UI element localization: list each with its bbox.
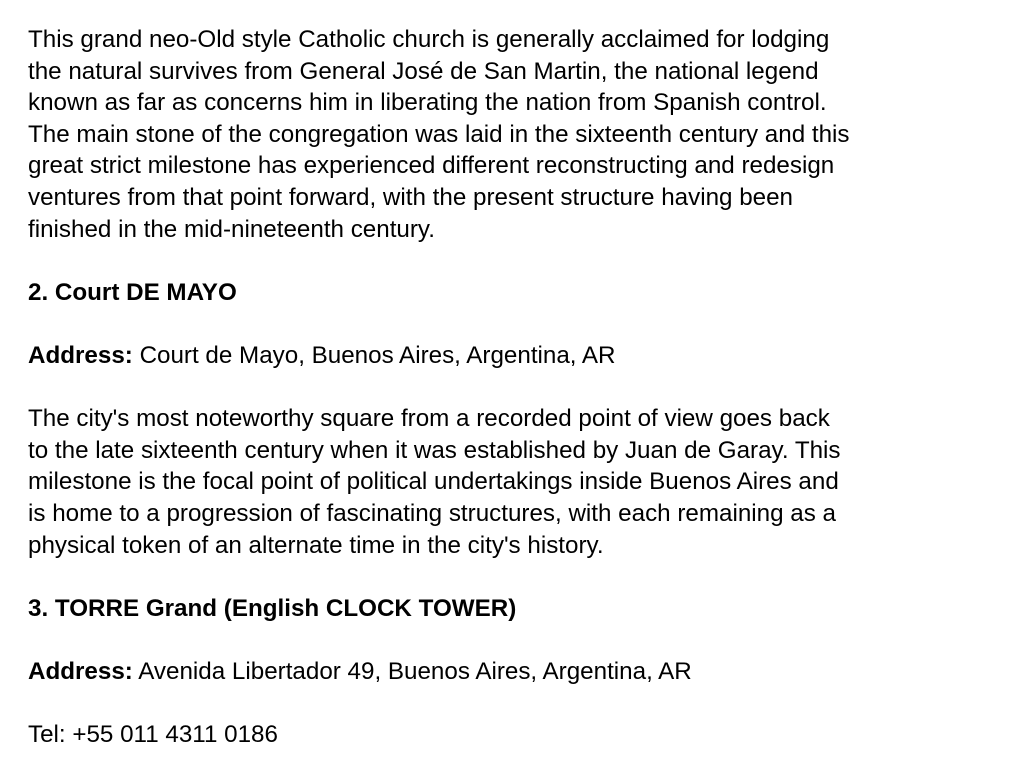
section-3-heading: 3. TORRE Grand (English CLOCK TOWER) [28, 594, 517, 622]
spacer [28, 624, 1003, 656]
paragraph-line: is home to a progression of fascinating structures, with each remaining as a [28, 499, 837, 527]
paragraph-line: to the late sixteenth century when it was established by Juan de Garay. This [28, 436, 841, 464]
section-3-telephone: Tel: +55 011 4311 0186 [28, 721, 278, 749]
section-2-heading: 2. Court DE MAYO [28, 278, 237, 306]
address-label: Address: [28, 341, 133, 369]
document-page [28, 24, 1003, 751]
section-3-address [28, 656, 1003, 688]
paragraph-line: This grand neo-Old style Catholic church is generally acclaimed for lodging [28, 26, 830, 53]
paragraph-line: ventures from that point forward, with the present structure having been [28, 183, 794, 211]
spacer [28, 372, 1003, 404]
spacer [28, 308, 1003, 340]
address-label: Address: [28, 657, 133, 685]
address-value: Avenida Libertador 49, Buenos Aires, Argentina, AR [132, 657, 692, 685]
paragraph-line: physical token of an alternate time in the city's history. [28, 531, 604, 559]
paragraph-line: great strict milestone has experienced different reconstructing and redesign [28, 152, 835, 180]
spacer [28, 687, 1003, 719]
paragraph-line: known as far as concerns him in liberating the nation from Spanish control. [28, 89, 827, 117]
paragraph-line: the natural survives from General José de San Martin, the national legend [28, 57, 819, 85]
paragraph-line: The city's most noteworthy square from a recorded point of view goes back [28, 405, 830, 433]
section-2-paragraph [28, 403, 1003, 561]
intro-paragraph [28, 24, 1003, 245]
address-value: Court de Mayo, Buenos Aires, Argentina, AR [132, 341, 616, 369]
paragraph-line: finished in the mid-nineteenth century. [28, 215, 435, 243]
spacer [28, 245, 1003, 277]
section-2-address [28, 340, 1003, 372]
paragraph-line: The main stone of the congregation was laid in the sixteenth century and this [28, 120, 850, 148]
paragraph-line: milestone is the focal point of political undertakings inside Buenos Aires and [28, 468, 839, 496]
spacer [28, 561, 1003, 593]
